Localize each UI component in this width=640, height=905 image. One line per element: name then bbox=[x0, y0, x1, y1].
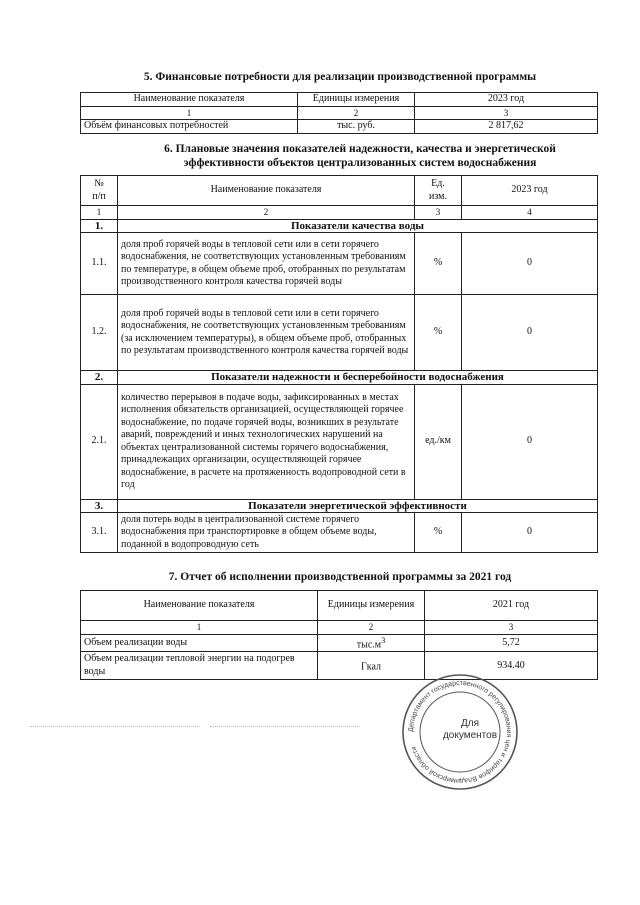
indicators-table bbox=[80, 175, 598, 553]
row-value: 0 bbox=[462, 513, 598, 553]
row-unit: тыс. руб. bbox=[298, 120, 415, 134]
row-value: 0 bbox=[462, 384, 598, 499]
group-title: Показатели надежности и бесперебойности водоснабжения bbox=[118, 371, 598, 385]
unit-sup: 3 bbox=[381, 635, 386, 645]
row-name: Объём финансовых потребностей bbox=[81, 120, 298, 134]
header-unit: Единицы измерения bbox=[318, 591, 425, 621]
header-num-a: № bbox=[94, 178, 104, 189]
group-num: 2. bbox=[81, 371, 118, 385]
col-number: 3 bbox=[415, 106, 598, 120]
group-num: 1. bbox=[81, 219, 118, 233]
col-number: 1 bbox=[81, 106, 298, 120]
section6-title-line2: эффективности объектов централизованных систем водоснабжения bbox=[183, 157, 537, 169]
row-value: 5,72 bbox=[425, 634, 598, 652]
section5-title: 5. Финансовые потребности для реализации производственной программы bbox=[143, 71, 537, 83]
col-number: 1 bbox=[81, 206, 118, 220]
row-unit: % bbox=[415, 233, 462, 295]
row-num: 3.1. bbox=[81, 513, 118, 553]
row-text: количество перерывов в подаче воды, зафиксированных в местах исполнения обязательств организацией, осуществляющей горячее водоснабжение, по подаче горячей воды, возникших в результате аварий, повреждений и иных технологических нарушений на объектах централизованной системы горячего водоснабжения, принадлежащих организации, осуществляющей горячее водоснабжение, в расчете на протяженность водопроводной сети в год bbox=[118, 384, 415, 499]
header-year: 2021 год bbox=[425, 591, 598, 621]
row-name: Объем реализации воды bbox=[81, 634, 318, 652]
row-value: 934.40 bbox=[425, 652, 598, 680]
col-number: 3 bbox=[425, 621, 598, 635]
financial-table bbox=[80, 92, 598, 134]
header-name: Наименование показателя bbox=[81, 591, 318, 621]
header-unit-a: Ед. bbox=[431, 178, 445, 189]
header-year: 2023 год bbox=[462, 176, 598, 206]
row-unit: % bbox=[415, 513, 462, 553]
group-num: 3. bbox=[81, 499, 118, 513]
row-unit: % bbox=[415, 295, 462, 371]
row-value: 0 bbox=[462, 295, 598, 371]
header-num-b: п/п bbox=[92, 190, 106, 202]
group-title: Показатели энергетической эффективности bbox=[118, 499, 598, 513]
row-num: 1.2. bbox=[81, 295, 118, 371]
row-value: 0 bbox=[462, 233, 598, 295]
row-unit bbox=[318, 634, 425, 652]
col-number: 2 bbox=[298, 106, 415, 120]
stamp-center-text: Для документов bbox=[442, 718, 498, 741]
stamp-ring-text: Департамент государственного регулирования цен и тарифов Владимирской области bbox=[407, 679, 513, 785]
row-num: 2.1. bbox=[81, 384, 118, 499]
unit-base: тыс.м bbox=[356, 638, 382, 650]
col-number: 2 bbox=[318, 621, 425, 635]
row-num: 1.1. bbox=[81, 233, 118, 295]
col-number: 4 bbox=[462, 206, 598, 220]
row-name: Объем реализации тепловой энергии на подогрев воды bbox=[81, 652, 318, 680]
section7-title: 7. Отчет об исполнении производственной программы за 2021 год bbox=[168, 571, 512, 583]
unit-base: Гкал bbox=[360, 661, 381, 673]
row-value: 2 817,62 bbox=[415, 120, 598, 134]
header-num bbox=[81, 176, 118, 206]
group-title: Показатели качества воды bbox=[118, 219, 598, 233]
section6-title bbox=[120, 142, 600, 170]
row-text: доля проб горячей воды в тепловой сети или в сети горячего водоснабжения, не соответствующих установленным требованиям (за исключением температуры), в общем объеме проб, отобранных по результатам производственного контроля качества горячей воды bbox=[118, 295, 415, 371]
scan-artifact bbox=[210, 726, 360, 728]
col-number: 2 bbox=[118, 206, 415, 220]
header-unit bbox=[415, 176, 462, 206]
row-text: доля проб горячей воды в тепловой сети или в сети горячего водоснабжения, не соответствующих установленным требованиям по температуре, в общем объеме проб, отобранных по результатам производственного контроля качества горячей воды bbox=[118, 233, 415, 295]
header-unit: Единицы измерения bbox=[298, 93, 415, 107]
header-year: 2023 год bbox=[415, 93, 598, 107]
scan-artifact bbox=[30, 726, 200, 728]
col-number: 1 bbox=[81, 621, 318, 635]
col-number: 3 bbox=[415, 206, 462, 220]
header-name: Наименование показателя bbox=[81, 93, 298, 107]
header-unit-b: изм. bbox=[429, 190, 447, 202]
section6-title-line1: 6. Плановые значения показателей надежности, качества и энергетической bbox=[164, 143, 556, 155]
row-text: доля потерь воды в централизованной системе горячего водоснабжения при транспортировке в общем объеме воды, поданной в водопроводную сеть bbox=[118, 513, 415, 553]
row-unit: ед./км bbox=[415, 384, 462, 499]
report-table bbox=[80, 590, 598, 680]
header-name: Наименование показателя bbox=[118, 176, 415, 206]
